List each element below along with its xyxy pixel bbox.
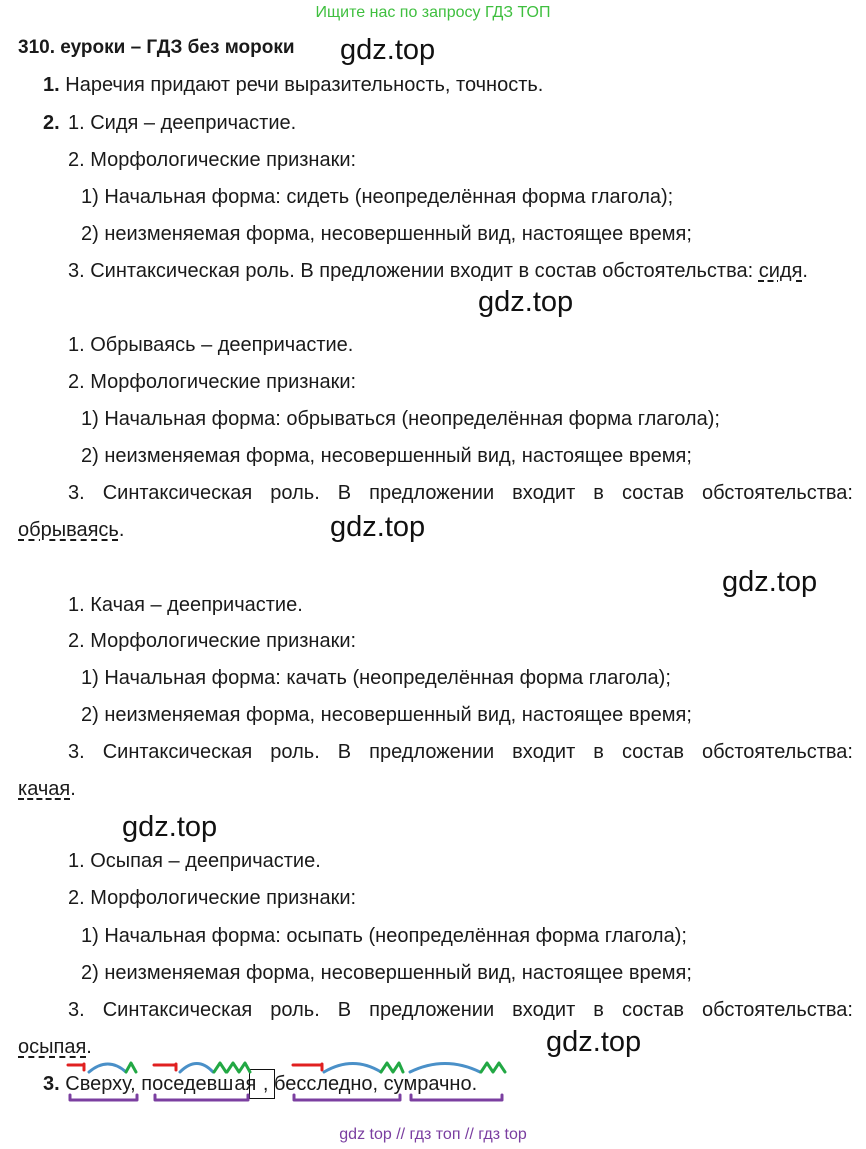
block-1-line-3: 1) Начальная форма: сидеть (неопределённая форма глагола); xyxy=(81,186,674,208)
word-stem: поседевш xyxy=(141,1073,234,1095)
period: . xyxy=(118,519,125,541)
suffix-mark xyxy=(214,1063,226,1072)
comma: , xyxy=(130,1073,136,1095)
suffix-mark xyxy=(381,1063,403,1072)
footer-links: gdz top // гдз топ // гдз top xyxy=(339,1126,527,1143)
search-banner: Ищите нас по запросу ГДЗ ТОП xyxy=(315,4,551,21)
parsed-word-besssledno: бесследно xyxy=(274,1073,373,1095)
word-ending: ая xyxy=(234,1073,257,1095)
block-1-line-2: 2. Морфологические признаки: xyxy=(68,149,357,171)
period: . xyxy=(471,1073,478,1095)
block-1-line-4: 2) неизменяемая форма, несовершенный вид, настоящее время; xyxy=(81,223,692,245)
adverbial-word: качая xyxy=(18,778,71,800)
watermark: gdz.top xyxy=(546,1026,642,1058)
block-4-line-4: 2) неизменяемая форма, несовершенный вид, настоящее время; xyxy=(81,962,692,984)
root-arc xyxy=(324,1064,381,1073)
suffix-mark xyxy=(126,1063,136,1072)
root-arc xyxy=(89,1064,126,1072)
period: . xyxy=(802,260,808,282)
comma: , xyxy=(257,1073,269,1095)
answer-text: Наречия придают речи выразительность, точность. xyxy=(65,74,544,96)
page-title: 310. еуроки – ГДЗ без мороки xyxy=(18,37,295,58)
answer-number: 3. xyxy=(43,1073,60,1095)
block-3-line-2: 2. Морфологические признаки: xyxy=(68,630,357,652)
word-underline xyxy=(70,1095,137,1100)
root-arc xyxy=(410,1064,480,1073)
syntax-role-text: 3. Синтаксическая роль. В предложении входит в состав обстоятельства: xyxy=(68,260,754,282)
adverbial-word: сидя xyxy=(758,260,803,282)
watermark: gdz.top xyxy=(122,811,218,843)
block-4-line-3: 1) Начальная форма: осыпать (неопределённая форма глагола); xyxy=(81,925,687,947)
adverbial-word: осыпая xyxy=(18,1036,87,1058)
parsed-word-sverhu: Сверху xyxy=(65,1073,131,1095)
root-arc xyxy=(180,1064,213,1073)
word-underline xyxy=(411,1095,502,1100)
block-2-line-3: 1) Начальная форма: обрываться (неопределённая форма глагола); xyxy=(81,408,720,430)
block-1-line-1: 1. Сидя – деепричастие. xyxy=(68,112,297,134)
answer-number: 1. xyxy=(43,74,60,96)
period: . xyxy=(70,778,76,800)
watermark: gdz.top xyxy=(340,34,436,66)
watermark: gdz.top xyxy=(722,566,818,598)
block-4-line-2: 2. Морфологические признаки: xyxy=(68,887,357,909)
block-3-line-1: 1. Качая – деепричастие. xyxy=(68,594,303,616)
block-2-line-1: 1. Обрываясь – деепричастие. xyxy=(68,334,354,356)
answer-2-number: 2. xyxy=(43,112,60,134)
block-4-line-1: 1. Осыпая – деепричастие. xyxy=(68,850,321,872)
block-3-line-4: 2) неизменяемая форма, несовершенный вид, настоящее время; xyxy=(81,704,692,726)
adverbial-word: обрываясь xyxy=(18,519,119,541)
block-2-line-4: 2) неизменяемая форма, несовершенный вид, настоящее время; xyxy=(81,445,692,467)
suffix-mark xyxy=(481,1063,505,1072)
word-underline xyxy=(155,1095,248,1100)
watermark: gdz.top xyxy=(478,286,574,318)
block-3-line-3: 1) Начальная форма: качать (неопределённая форма глагола); xyxy=(81,667,671,689)
suffix-mark xyxy=(227,1063,250,1072)
parsed-word-sumrachno: сумрачно xyxy=(383,1073,472,1095)
block-2-line-2: 2. Морфологические признаки: xyxy=(68,371,357,393)
block-3-line-5: 3. Синтаксическая роль. В предложении входит в состав обстоятельства: xyxy=(68,741,853,763)
watermark: gdz.top xyxy=(330,511,426,543)
comma: , xyxy=(372,1073,379,1095)
word-underline xyxy=(294,1095,400,1100)
period: . xyxy=(86,1036,92,1058)
block-4-line-5: 3. Синтаксическая роль. В предложении входит в состав обстоятельства: xyxy=(68,999,853,1021)
block-2-line-5: 3. Синтаксическая роль. В предложении входит в состав обстоятельства: xyxy=(68,482,853,504)
